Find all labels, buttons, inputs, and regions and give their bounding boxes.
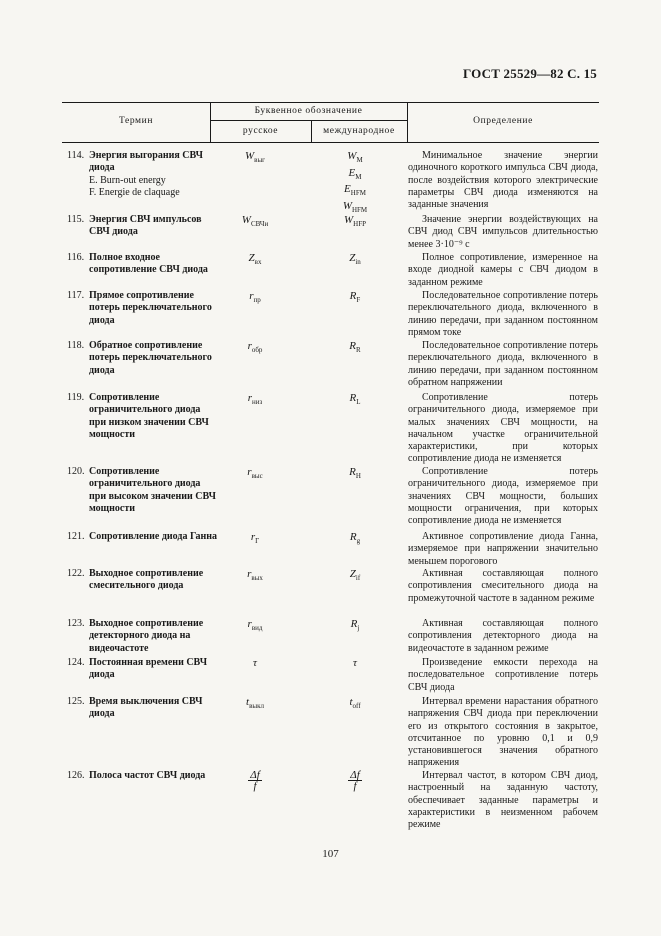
russian-symbol: $r_{вых}$ xyxy=(247,568,263,583)
term-name: Полоса частот СВЧ диода xyxy=(89,770,206,781)
term-name: Сопротивление ограничительного диода при высоком значении СВЧ мощности xyxy=(89,466,216,514)
term-name: Полное входное сопротивление СВЧ диода xyxy=(89,252,208,276)
international-symbol: $R_L$ xyxy=(349,392,361,407)
russian-symbol: $Z_{вх}$ xyxy=(248,252,262,267)
russian-symbol: $r_{низ}$ xyxy=(247,392,263,407)
term-number: 120. xyxy=(67,466,85,477)
term-number: 117. xyxy=(67,290,85,301)
term-name: Постоянная времени СВЧ диода xyxy=(89,657,208,681)
term-number: 116. xyxy=(67,252,85,263)
table-top-rule xyxy=(62,102,599,103)
russian-symbol: τ xyxy=(253,657,257,669)
international-symbol: $R_H$ xyxy=(349,466,361,481)
term-cell xyxy=(67,340,217,377)
definition-cell: Сопротивление потерь ограничительного диода, измеряемое при значениях СВЧ мощности, больших мощности ограничения, при которых сопротивление диода не изменяется xyxy=(408,466,598,527)
term-number: 123. xyxy=(67,618,85,629)
term-name: Выходное сопротивление детекторного диода на видеочастоте xyxy=(89,618,204,654)
international-symbol: $R_R$ xyxy=(349,340,361,355)
term-number: 115. xyxy=(67,214,85,225)
international-symbol: $R_j$ xyxy=(350,618,360,633)
russian-symbol: $W_{СВЧи}$ xyxy=(241,214,269,229)
term-name: Сопротивление ограничительного диода при низком значении СВЧ мощности xyxy=(89,392,209,440)
definition-cell: Интервал времени нарастания обратного напряжения СВЧ диода при переключении его из открытого состояния в закрытое, отсчитанное по уровню 0,1 и 0,9 установившегося значения обратного напряжения xyxy=(408,696,598,769)
definition-cell: Полное сопротивление, измеренное на входе диодной камеры с СВЧ диодом в заданном режиме xyxy=(408,252,598,288)
column-header-definition: Определение xyxy=(473,116,533,126)
term-cell xyxy=(67,214,217,239)
definition-cell: Активная составляющая полного сопротивления смесительного диода на промежуточной частоте в заданном режиме xyxy=(408,568,598,604)
term-number: 125. xyxy=(67,696,85,707)
term-number: 121. xyxy=(67,531,85,542)
term-cell xyxy=(67,531,217,543)
definition-cell: Интервал частот, в котором СВЧ диод, настроенный на заданную частоту, обеспечивает заданные параметры и характеристики в неизменном рабочем режиме xyxy=(408,770,598,831)
term-name: Обратное сопротивление потерь переключательного диода xyxy=(89,340,212,376)
term-cell xyxy=(67,618,217,655)
column-header-letter: Буквенное обозначение xyxy=(254,106,363,116)
column-header-international: международное xyxy=(323,126,395,136)
russian-fraction: $\frac{\Delta f}{f}$ xyxy=(250,769,260,792)
term-name: Прямое сопротивление потерь переключательного диода xyxy=(89,290,212,326)
term-number: 122. xyxy=(67,568,85,579)
international-symbol xyxy=(320,770,390,792)
term-name: Сопротивление диода Ганна xyxy=(89,531,217,542)
russian-symbol: $r_Г$ xyxy=(250,531,260,546)
column-header-term: Термин xyxy=(118,116,154,126)
term-name: Время выключения СВЧ диода xyxy=(89,696,203,720)
term-cell xyxy=(67,150,217,199)
definition-cell: Последовательное сопротивление потерь переключательного диода, включенного в линию передачи, при заданном постоянном обратном напряжении xyxy=(408,340,598,388)
international-symbol: $t_{off}$ xyxy=(349,696,361,711)
russian-symbol: $W_{выг}$ xyxy=(244,150,266,165)
international-symbol: $R_g$ xyxy=(349,531,361,546)
definition-cell: Активная составляющая полного сопротивления детекторного диода на видеочастоте в заданном режиме xyxy=(408,618,598,654)
page-number: 107 xyxy=(322,848,339,860)
term-number: 114. xyxy=(67,150,85,161)
russian-symbol: $r_{вид}$ xyxy=(247,618,263,633)
definition-cell: Произведение емкости перехода на последовательное сопротивление потерь СВЧ диода xyxy=(408,657,598,693)
definition-cell: Сопротивление потерь ограничительного диода, измеряемое при малых значениях СВЧ мощности, на начальном участке ограничительной характеристики, при которых сопротивление диода не изменяется xyxy=(408,392,598,465)
international-symbol: τ xyxy=(353,657,357,669)
term-number: 119. xyxy=(67,392,85,403)
term-cell xyxy=(67,657,217,682)
term-name: Энергия СВЧ импульсов СВЧ диода xyxy=(89,214,202,238)
page-header: ГОСТ 25529—82 С. 15 xyxy=(463,66,597,81)
term-cell xyxy=(67,770,217,782)
term-cell xyxy=(67,696,217,721)
international-symbol: $R_F$ xyxy=(349,290,361,305)
foreign-equivalent: E. Burn-out energy xyxy=(89,174,166,186)
table-header-bottom-rule xyxy=(62,142,599,143)
term-name: Энергия выгорания СВЧ диода xyxy=(89,150,203,174)
international-symbol: $W_M$ $E_M$ $E_{HFM}$ $W_{HFM}$ xyxy=(342,150,368,214)
definition-cell: Последовательное сопротивление потерь переключательного диода, включенного в линию передачи, при заданном постоянном прямом токе xyxy=(408,290,598,338)
letter-group-rule xyxy=(210,120,407,121)
term-number: 126. xyxy=(67,770,85,781)
term-number: 124. xyxy=(67,657,85,668)
definition-cell: Активное сопротивление диода Ганна, измеряемое при напряжении значительно меньшем порогового xyxy=(408,531,598,567)
foreign-equivalent: F. Energie de claquage xyxy=(89,186,180,198)
international-symbol: $W_{HFP}$ xyxy=(343,214,366,229)
definition-cell: Минимальное значение энергии одиночного короткого импульса СВЧ диода, после воздействия которого электрические параметры СВЧ диода изменяются на заданные значения xyxy=(408,150,598,211)
term-cell xyxy=(67,290,217,327)
international-symbol: $Z_{if}$ xyxy=(349,568,361,583)
russian-symbol: $r_{обр}$ xyxy=(247,340,263,355)
term-name: Выходное сопротивление смесительного диода xyxy=(89,568,204,592)
term-cell xyxy=(67,466,217,515)
russian-symbol: $r_{выс}$ xyxy=(247,466,263,481)
definition-cell: Значение энергии воздействующих на СВЧ диод СВЧ импульсов длительностью менее 3·10⁻⁹ с xyxy=(408,214,598,250)
column-header-russian: русское xyxy=(242,126,279,136)
international-fraction: $\frac{\Delta f}{f}$ xyxy=(350,769,360,792)
term-number: 118. xyxy=(67,340,85,351)
term-cell xyxy=(67,568,217,593)
term-cell xyxy=(67,252,217,277)
russian-symbol xyxy=(220,770,290,792)
international-symbol: $Z_{in}$ xyxy=(349,252,361,267)
russian-symbol: $r_{пр}$ xyxy=(249,290,261,305)
term-cell xyxy=(67,392,217,441)
russian-symbol: $t_{выкл}$ xyxy=(246,696,264,711)
